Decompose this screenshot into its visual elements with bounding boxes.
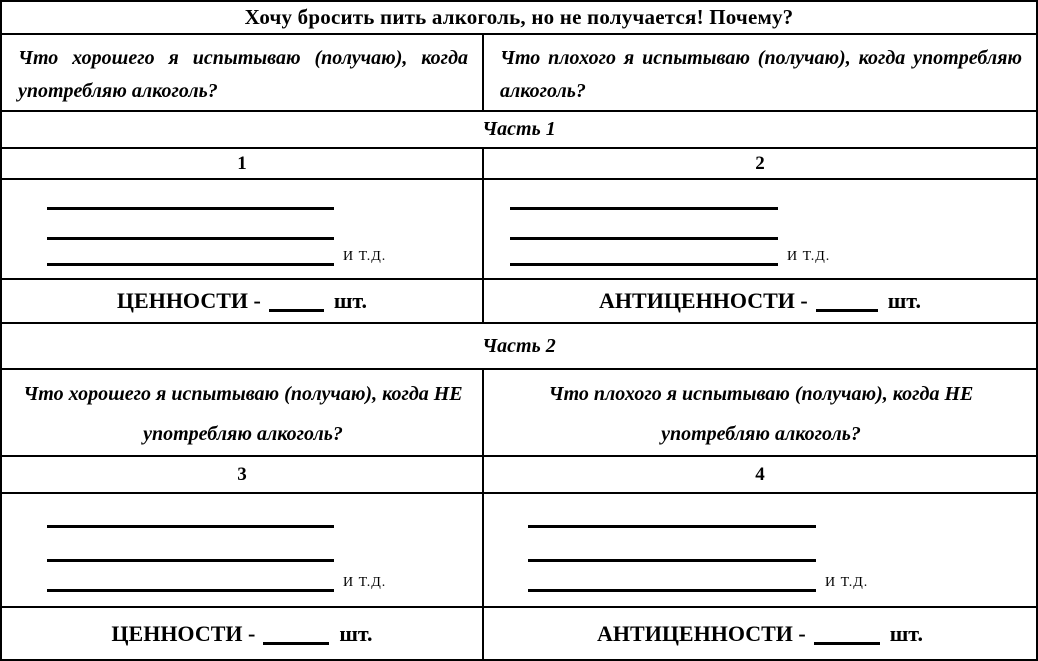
antivalues-label: АНТИЦЕННОСТИ - bbox=[597, 620, 806, 646]
values-label: ЦЕННОСТИ - bbox=[111, 620, 256, 646]
part1-lines-row bbox=[2, 178, 1036, 278]
column2-number: 2 bbox=[755, 152, 765, 174]
etc-label: И Т.Д. bbox=[787, 249, 831, 264]
title-row bbox=[2, 2, 1036, 33]
etc-label: И Т.Д. bbox=[825, 575, 869, 590]
part2-numbers-row bbox=[2, 455, 1036, 492]
part2-lines-row bbox=[2, 492, 1036, 606]
header-bad-when-drinking: Что плохого я испытываю (получаю), когда употребляю алкоголь? bbox=[500, 47, 1022, 102]
fill-in-blank-line[interactable] bbox=[47, 180, 334, 210]
antivalues-label: АНТИЦЕННОСТИ - bbox=[599, 288, 808, 313]
fill-in-blank-line[interactable] bbox=[510, 210, 778, 240]
values-label: ЦЕННОСТИ - bbox=[116, 288, 261, 313]
antivalues-total-cell bbox=[484, 608, 1036, 659]
part2-label: Часть 2 bbox=[482, 334, 556, 357]
fill-in-blank-line[interactable] bbox=[47, 210, 334, 240]
unit-label: шт. bbox=[339, 620, 373, 646]
part2-label-row bbox=[2, 322, 1036, 368]
count-blank[interactable] bbox=[269, 295, 324, 312]
unit-label: шт. bbox=[333, 288, 368, 313]
part1-totals-row bbox=[2, 278, 1036, 322]
part1-header-row bbox=[2, 33, 1036, 110]
form-title: Хочу бросить пить алкоголь, но не получается! Почему? bbox=[244, 5, 794, 29]
count-blank[interactable] bbox=[814, 628, 880, 645]
header-bad-when-not-drinking: Что плохого я испытываю (получаю), когда НЕ употребляю алкоголь? bbox=[548, 383, 974, 445]
part2-header-row bbox=[2, 368, 1036, 455]
column3-number: 3 bbox=[2, 457, 484, 492]
fill-in-blank-line[interactable] bbox=[510, 180, 778, 210]
fill-in-blank-line[interactable] bbox=[510, 240, 778, 266]
unit-label: шт. bbox=[889, 620, 923, 646]
fill-in-blank-line[interactable] bbox=[47, 528, 334, 562]
count-blank[interactable] bbox=[816, 295, 878, 312]
values-total-cell bbox=[2, 280, 484, 322]
fill-in-blank-line[interactable] bbox=[528, 528, 816, 562]
fill-in-lines-cell bbox=[2, 180, 484, 278]
fill-in-blank-line[interactable] bbox=[528, 562, 816, 592]
fill-in-blank-line[interactable] bbox=[47, 240, 334, 266]
part2-totals-row bbox=[2, 606, 1036, 659]
header-good-when-drinking: Что хорошего я испытываю (получаю), когда употребляю алкоголь? bbox=[2, 35, 484, 110]
fill-in-lines-cell bbox=[484, 494, 1036, 606]
header-good-when-not-drinking: Что хорошего я испытываю (получаю), когда НЕ употребляю алкоголь? bbox=[2, 370, 484, 455]
etc-label: И Т.Д. bbox=[343, 249, 387, 264]
column4-number: 4 bbox=[755, 463, 765, 485]
fill-in-lines-cell bbox=[484, 180, 1036, 278]
column1-number: 1 bbox=[2, 149, 484, 178]
fill-in-blank-line[interactable] bbox=[47, 494, 334, 528]
values-total-cell bbox=[2, 608, 484, 659]
part1-label: Часть 1 bbox=[482, 118, 556, 140]
etc-label: И Т.Д. bbox=[343, 575, 387, 590]
part1-label-row bbox=[2, 110, 1036, 147]
antivalues-total-cell bbox=[484, 280, 1036, 322]
fill-in-blank-line[interactable] bbox=[47, 562, 334, 592]
count-blank[interactable] bbox=[263, 628, 329, 645]
unit-label: шт. bbox=[887, 288, 921, 313]
fill-in-lines-cell bbox=[2, 494, 484, 606]
fill-in-blank-line[interactable] bbox=[528, 494, 816, 528]
part1-numbers-row bbox=[2, 147, 1036, 178]
